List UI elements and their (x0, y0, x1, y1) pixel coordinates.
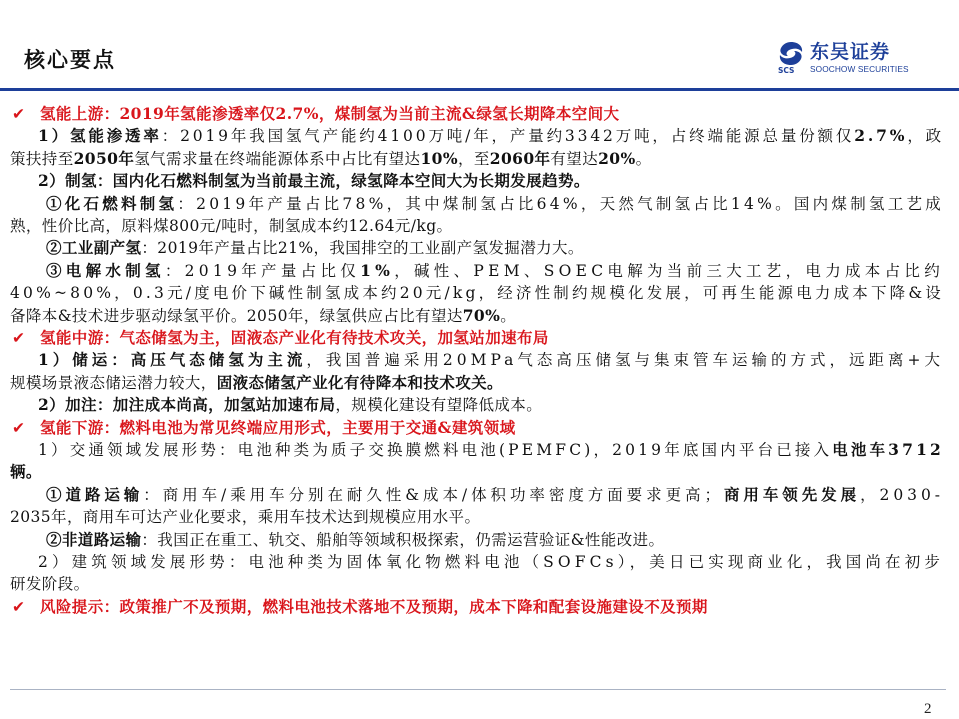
body-text: ：2019年产量占比仅 (164, 261, 361, 280)
body-line (10, 529, 944, 551)
body-text: 1）交通领域发展形势：电池种类为质子交换膜燃料电池(PEMFC)，2019年底国内平台已接入 (38, 441, 833, 459)
heading-text: 氢能中游：气态储氢为主，固液态产业化有待技术攻关，加氢站加速布局 (40, 328, 549, 347)
section-heading (10, 327, 944, 349)
logo-mark-icon (776, 40, 806, 74)
body-text: 策扶持至 (10, 149, 74, 168)
emphasis-text: 2）加注：加注成本尚高，加氢站加速布局 (38, 395, 336, 415)
footer-divider (10, 689, 946, 690)
body-line (10, 506, 944, 528)
body-text: 。 (635, 149, 652, 168)
emphasis-text: 1） (38, 126, 70, 146)
body-line (10, 372, 944, 394)
body-line (10, 215, 944, 237)
section-heading (10, 417, 944, 439)
heading-text: 风险提示：政策推广不及预期，燃料电池技术落地不及预期，成本下降和配套设施建设不及预期 (40, 596, 708, 616)
emphasis-text: 1）储运：高压气态储氢为主流 (38, 350, 307, 370)
body-text: ，政 (907, 127, 945, 146)
logo-chinese-name: 东吴证券 (810, 41, 891, 63)
body-text: 熟，性价比高，原料煤800元/吨时，制氢成本约12.64元/kg。 (10, 217, 453, 235)
check-icon: ✔ (12, 418, 26, 437)
body-text: ，至 (457, 149, 490, 168)
body-line (10, 260, 944, 282)
body-line (10, 237, 944, 259)
logo-english-name: SOOCHOW SECURITIES (810, 64, 909, 74)
body-text: 研发阶段。 (10, 575, 90, 594)
emphasis-text: 2060年 (489, 148, 551, 168)
heading-text: 氢能下游：燃料电池为常见终端应用形式，主要用于交通&建筑领域 (40, 417, 516, 437)
body-text: 有望达 (550, 149, 599, 168)
body-text: ：2019年产量占比21%，我国排空的工业副产氢发掘潜力大。 (141, 239, 584, 258)
body-line (10, 439, 944, 461)
check-icon: ✔ (12, 329, 26, 347)
body-line (10, 125, 944, 147)
body-text: 氢气需求量在终端能源体系中占比有望达 (134, 149, 421, 168)
body-text: ，碱性、PEM、SOEC电解为当前三大工艺，电力成本占比约 (394, 261, 944, 280)
body-text: 规模场景液态储运潜力较大， (10, 373, 217, 392)
emphasis-text: 2050年 (73, 148, 135, 168)
emphasis-text: 电池车3712 (832, 440, 944, 459)
emphasis-text: ①化石燃料制氢 (46, 193, 178, 213)
page-number: 2 (924, 701, 932, 717)
header-divider (0, 88, 959, 91)
body-text: 2）建筑领域发展形势：电池种类为固体氧化物燃料电池（SOFCs），美日已实现商业化，我国尚在初步 (38, 553, 944, 571)
check-icon: ✔ (12, 597, 26, 616)
body-line (10, 349, 944, 371)
body-text: 备降本&技术进步驱动绿氢平价。2050年，绿氢供应占比有望达 (10, 306, 463, 325)
emphasis-text: 70% (462, 305, 501, 325)
body-line (10, 461, 944, 483)
emphasis-text: 20% (598, 148, 636, 168)
emphasis-text: 10% (420, 148, 458, 168)
page-title: 核心要点 (24, 48, 116, 72)
body-text: ：我国正在重工、轨交、船舶等领域积极探索，仍需运营验证&性能改进。 (141, 530, 665, 549)
body-line (10, 551, 944, 573)
emphasis-text: ②非道路运输 (46, 529, 142, 549)
section-heading (10, 596, 944, 618)
body-text: 40%~80%，0.3元/度电价下碱性制氢成本约20元/kg，经济性制约规模化发展，可再生能源电力成本下降&设 (10, 284, 944, 303)
emphasis-text: ③电解水制氢 (46, 260, 165, 280)
body-text: ：2019年我国氢气产能约4100万吨/年，产量约3342万吨，占终端能源总量份额仅 (161, 127, 855, 146)
emphasis-text: 2.7% (854, 126, 908, 146)
company-logo (776, 40, 936, 80)
body-line (10, 573, 944, 595)
logo-mark-text: SCS (778, 66, 795, 74)
check-icon: ✔ (12, 105, 26, 123)
section-heading (10, 103, 944, 125)
body-text: ，规模化建设有望降低成本。 (335, 396, 543, 415)
body-text: 2035年，商用车可达产业化要求，乘用车技术达到规模应用水平。 (10, 508, 481, 527)
emphasis-text: ②工业副产氢 (46, 238, 142, 258)
emphasis-text: 商用车领先发展 (723, 484, 861, 504)
body-text: ，我国普遍采用20MPa气态高压储氢与集束管车运输的方式，远距离+大 (306, 351, 944, 370)
emphasis-text: 2）制氢：国内化石燃料制氢为当前最主流，绿氢降本空间大为长期发展趋势。 (38, 171, 590, 191)
heading-text: 氢能上游：2019年氢能渗透率仅2.7%，煤制氢为当前主流&绿氢长期降本空间大 (40, 104, 620, 123)
body-text: ，2030- (860, 485, 944, 504)
body-text: 。 (500, 306, 517, 325)
emphasis-text: 辆。 (10, 462, 42, 482)
emphasis-text: 1% (360, 260, 395, 280)
body-line (10, 170, 944, 192)
emphasis-text: 氢能渗透率 (69, 126, 162, 146)
body-line (10, 484, 944, 506)
body-line (10, 148, 944, 170)
emphasis-text: 固液态储氢产业化有待降本和技术攻关。 (216, 372, 503, 392)
body-line (10, 193, 944, 215)
emphasis-text: ①道路运输 (46, 484, 144, 504)
body-line (10, 394, 944, 416)
body-line (10, 282, 944, 304)
body-text: ：2019年产量占比78%，其中煤制氢占比64%，天然气制氢占比14%。国内煤制氢工艺成 (177, 194, 944, 213)
body-line (10, 305, 944, 327)
body-text: ：商用车/乘用车分别在耐久性&成本/体积功率密度方面要求更高； (143, 485, 724, 504)
